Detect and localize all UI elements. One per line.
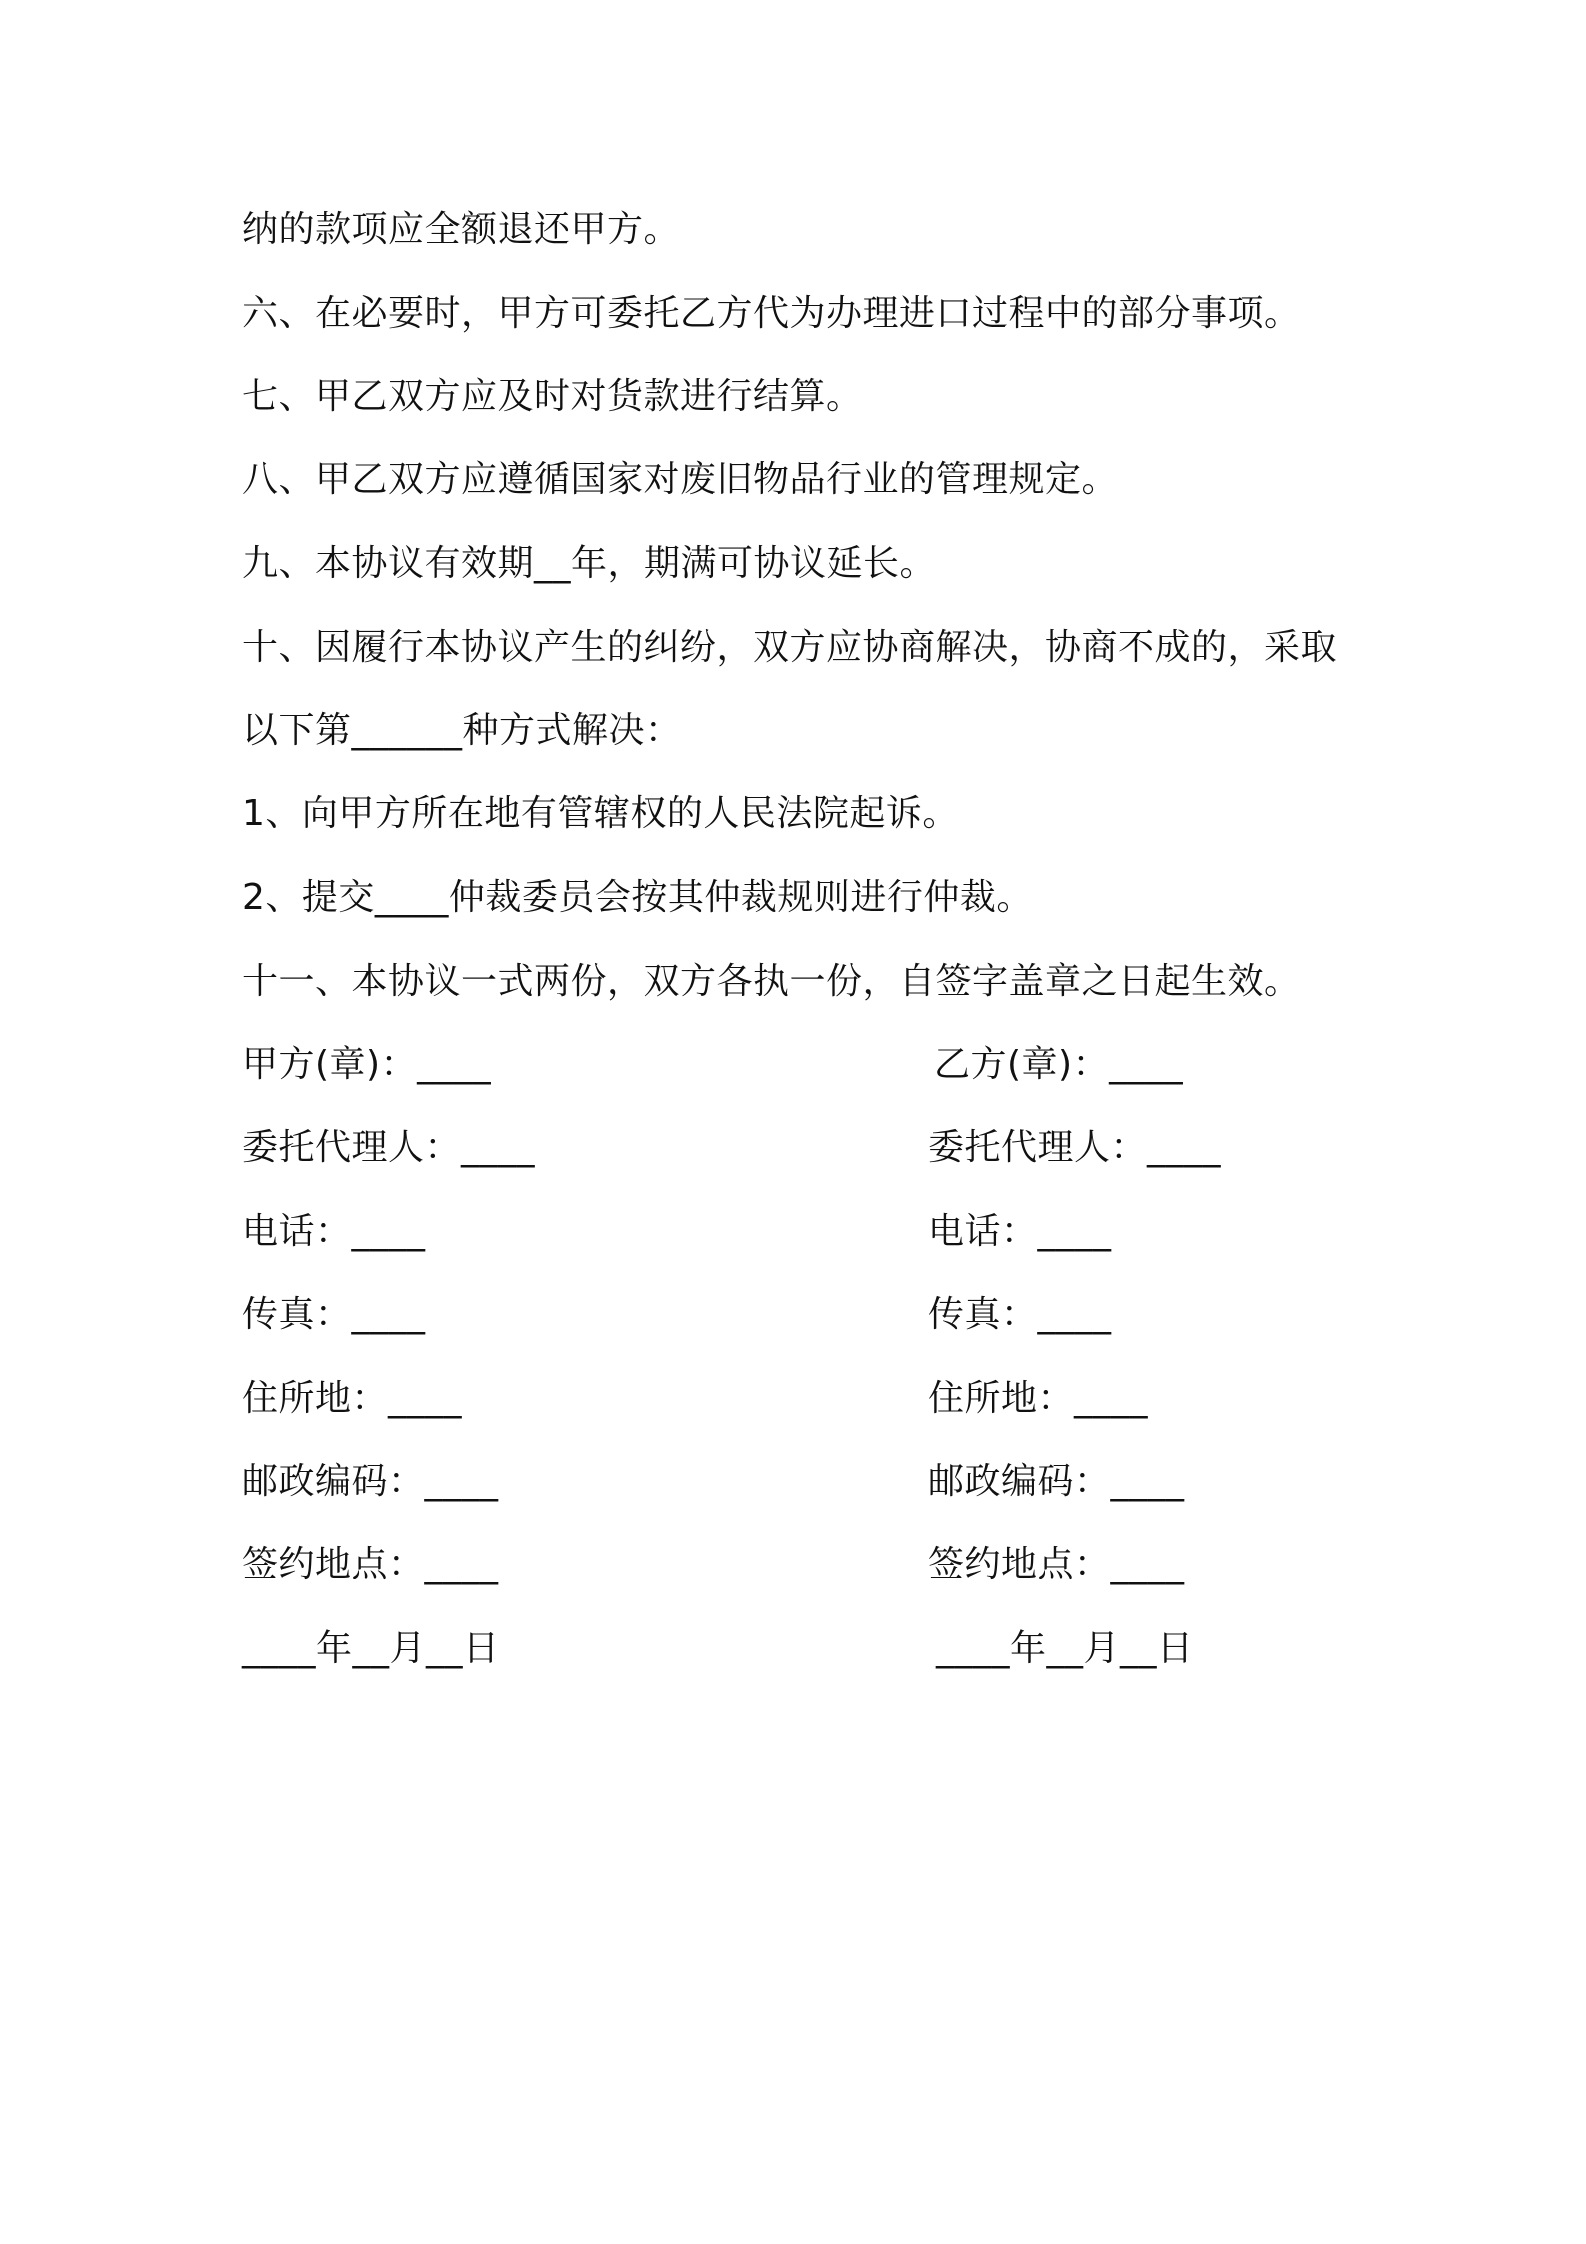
party-a-fax: 传真：____: [242, 1294, 426, 1335]
party-b-phone: 电话：____: [928, 1211, 1112, 1252]
party-b-seal: 乙方(章)：____: [934, 1044, 1184, 1085]
party-a-phone: 电话：____: [242, 1211, 426, 1252]
paragraph-continuation: 纳的款项应全额退还甲方。: [242, 209, 681, 250]
party-a-seal: 甲方(章)：____: [242, 1044, 492, 1085]
party-b-signing-place: 签约地点：____: [928, 1544, 1185, 1585]
clause-10: 十、因履行本协议产生的纠纷，双方应协商解决，协商不成的，采取: [242, 627, 1338, 668]
party-a-signing-place: 签约地点：____: [242, 1544, 499, 1585]
party-b-address: 住所地：____: [928, 1378, 1149, 1419]
party-b-agent: 委托代理人：____: [928, 1127, 1222, 1168]
party-a-agent: 委托代理人：____: [242, 1127, 536, 1168]
party-a-postcode: 邮政编码：____: [242, 1461, 499, 1502]
clause-9: 九、本协议有效期__年，期满可协议延长。: [242, 543, 937, 584]
party-b-fax: 传真：____: [928, 1294, 1112, 1335]
clause-6: 六、在必要时，甲方可委托乙方代为办理进口过程中的部分事项。: [242, 293, 1301, 334]
clause-7: 七、甲乙双方应及时对货款进行结算。: [242, 376, 863, 417]
dispute-option-1: 1、向甲方所在地有管辖权的人民法院起诉。: [242, 793, 959, 834]
party-a-address: 住所地：____: [242, 1378, 463, 1419]
dispute-option-2: 2、提交____仲裁委员会按其仲裁规则进行仲裁。: [242, 877, 1033, 918]
party-b-date: ____年__月__日: [936, 1628, 1194, 1669]
clause-8: 八、甲乙双方应遵循国家对废旧物品行业的管理规定。: [242, 459, 1119, 500]
clause-10-continuation: 以下第______种方式解决：: [242, 710, 682, 751]
party-b-postcode: 邮政编码：____: [928, 1461, 1185, 1502]
party-a-date: ____年__月__日: [242, 1628, 500, 1669]
clause-11: 十一、本协议一式两份，双方各执一份，自签字盖章之日起生效。: [242, 961, 1301, 1002]
